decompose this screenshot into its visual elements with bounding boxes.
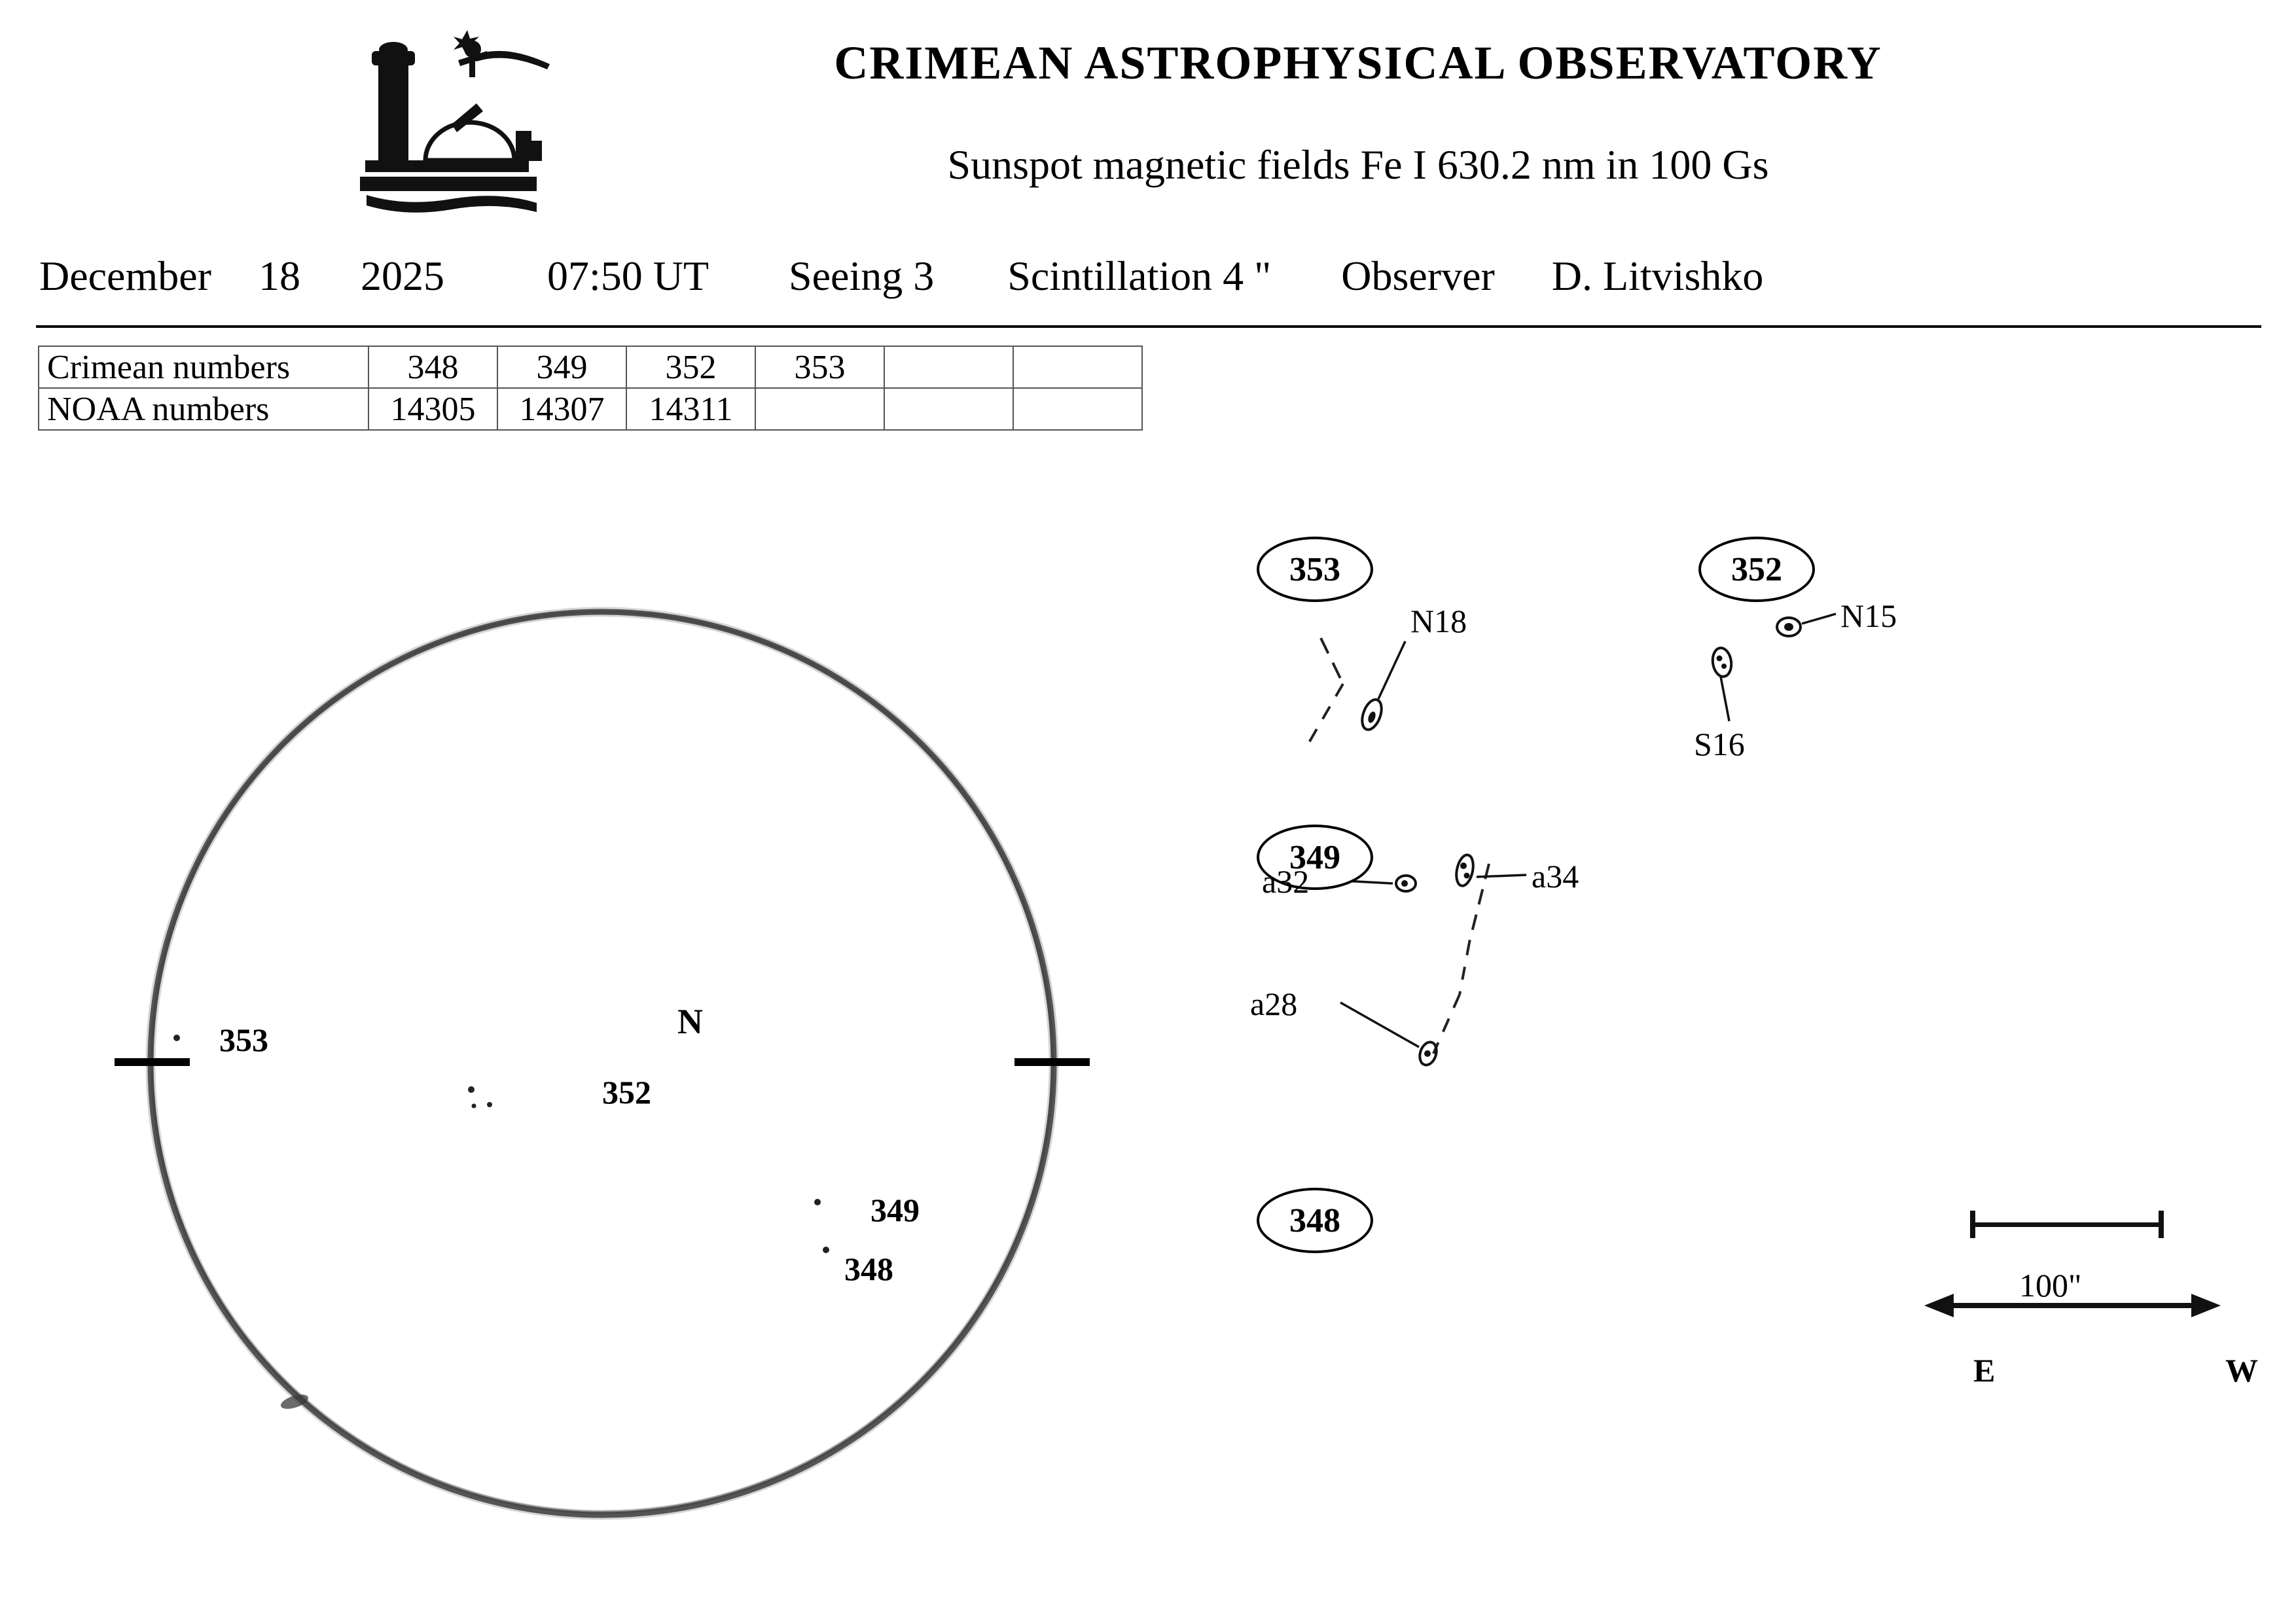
info-month: December — [39, 253, 211, 299]
disk-region-label-352: 352 — [602, 1074, 651, 1111]
info-seeing: Seeing 3 — [789, 253, 935, 299]
disk-region-label-353: 353 — [219, 1022, 268, 1058]
sunspot-detail-drawing — [1244, 537, 2265, 1557]
crimean-cell-6 — [1013, 346, 1142, 388]
region-badge-349: 349 — [1257, 825, 1373, 890]
crimean-cell-5 — [884, 346, 1013, 388]
noaa-cell-3: 14311 — [626, 388, 755, 430]
noaa-cell-4 — [755, 388, 884, 430]
noaa-cell-6 — [1013, 388, 1142, 430]
crimean-cell-1: 348 — [368, 346, 497, 388]
page-title: CRIMEAN ASTROPHYSICAL OBSERVATORY — [834, 37, 1882, 89]
info-time: 07:50 UT — [547, 253, 709, 299]
spot-label-a28: a28 — [1250, 986, 1298, 1022]
info-day: 18 — [258, 253, 300, 299]
disk-north-label: N — [677, 1002, 703, 1041]
row-label-noaa: NOAA numbers — [39, 388, 368, 430]
west-direction-label: W — [2225, 1352, 2258, 1389]
page-subtitle: Sunspot magnetic fields Fe I 630.2 nm in 100 Gs — [947, 141, 1769, 188]
crimean-cell-2: 349 — [497, 346, 626, 388]
observation-info-line — [39, 252, 2258, 311]
row-label-crimean: Crimean numbers — [39, 346, 368, 388]
region-badge-352: 352 — [1698, 537, 1815, 602]
info-scintillation: Scintillation 4 " — [1007, 253, 1272, 299]
info-year: 2025 — [360, 253, 444, 299]
table-row — [39, 346, 1142, 388]
crimean-cell-3: 352 — [626, 346, 755, 388]
spot-label-S16: S16 — [1694, 726, 1745, 762]
east-direction-label: E — [1973, 1352, 1996, 1389]
noaa-cell-1: 14305 — [368, 388, 497, 430]
sunspot-detail-panel — [1244, 537, 2265, 1557]
page-header — [0, 0, 2296, 262]
info-observer-name: D. Litvishko — [1551, 253, 1764, 299]
header-divider — [36, 325, 2261, 328]
disk-region-label-349: 349 — [870, 1192, 920, 1228]
observatory-dome-logo — [353, 26, 569, 242]
solar-disk-panel — [79, 497, 1126, 1544]
noaa-cell-2: 14307 — [497, 388, 626, 430]
spot-label-N18: N18 — [1410, 603, 1467, 639]
noaa-cell-5 — [884, 388, 1013, 430]
region-badge-353: 353 — [1257, 537, 1373, 602]
spot-label-a32: a32 — [1262, 863, 1310, 900]
region-badge-348: 348 — [1257, 1188, 1373, 1253]
info-observer-label: Observer — [1341, 253, 1495, 299]
crimean-cell-4: 353 — [755, 346, 884, 388]
spot-label-N15: N15 — [1840, 597, 1897, 634]
region-numbers-table — [38, 346, 1143, 431]
disk-region-label-348: 348 — [844, 1251, 893, 1287]
scale-bar-label: 100" — [2019, 1267, 2082, 1304]
table-row — [39, 388, 1142, 430]
spot-label-a34: a34 — [1532, 858, 1579, 895]
